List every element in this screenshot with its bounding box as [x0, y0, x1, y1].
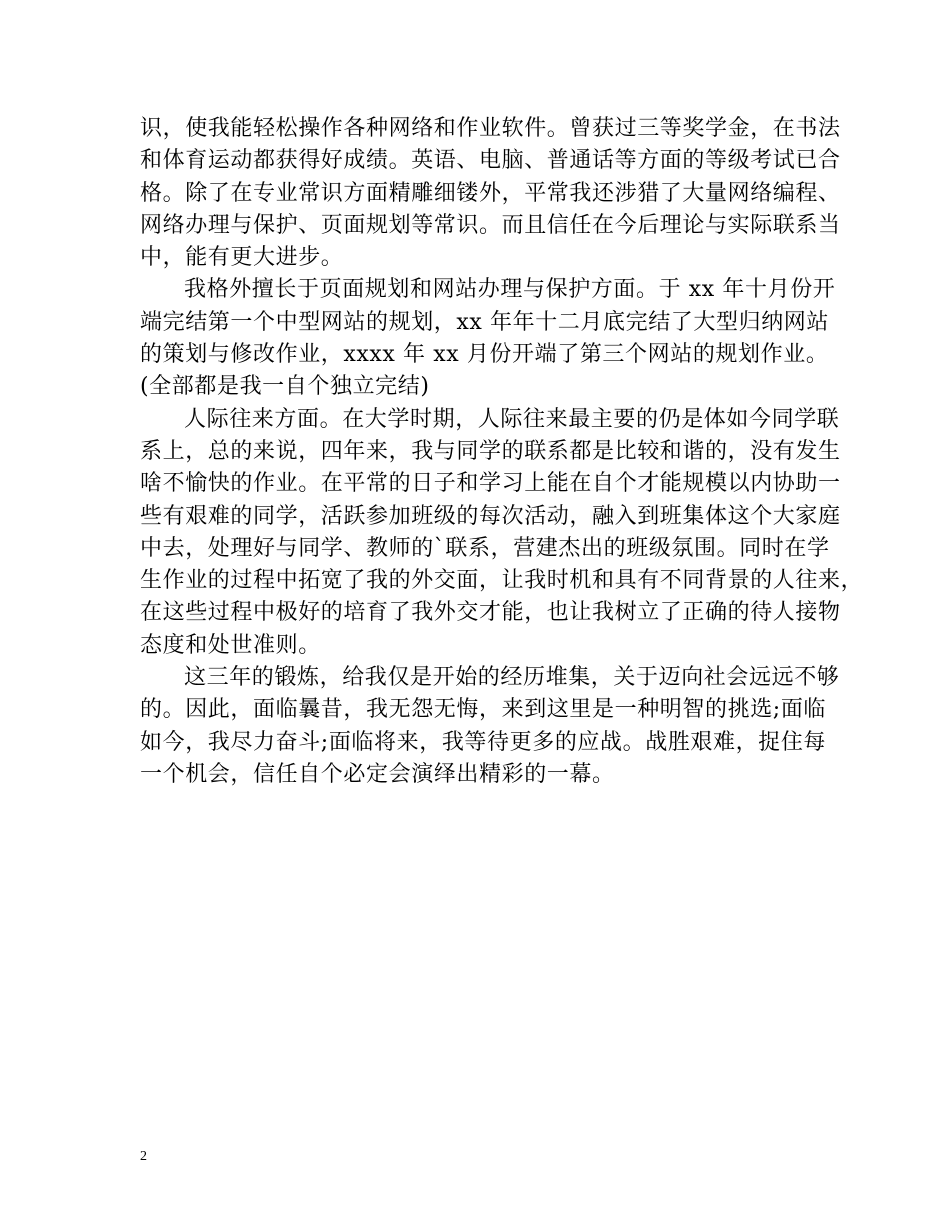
text-line: 识，使我能轻松操作各种网络和作业软件。曾获过三等奖学金，在书法	[140, 116, 841, 141]
text-line: 一个机会，信任自个必定会演绎出精彩的一幕。	[140, 761, 615, 787]
text-line: 网络办理与保护、页面规划等常识。而且信任在今后理论与实际联系当	[140, 212, 841, 238]
text-line: 的。因此，面临曩昔，我无怨无悔，来到这里是一种明智的挑选;面临	[140, 697, 827, 723]
document-body	[140, 113, 864, 791]
text-line: 系上，总的来说，四年来，我与同学的联系都是比较和谐的，没有发生	[140, 438, 841, 464]
text-line: 啥不愉快的作业。在平常的日子和学习上能在自个才能规模以内协助一	[140, 471, 841, 497]
page-number: 2	[140, 1149, 147, 1164]
text-line: 如今，我尽力奋斗;面临将来，我等待更多的应战。战胜艰难，捉住每	[140, 729, 827, 755]
text-line: 在这些过程中极好的培育了我外交才能，也让我树立了正确的待人接物	[140, 600, 841, 626]
paragraph-first-line: 我格外擅长于页面规划和网站办理与保护方面。于 xx 年十月份开	[184, 277, 836, 303]
paragraph-first-line: 这三年的锻炼，给我仅是开始的经历堆集，关于迈向社会远远不够	[184, 665, 840, 691]
text-line: 些有艰难的同学，活跃参加班级的每次活动，融入到班集体这个大家庭	[140, 503, 841, 529]
text-line: 和体育运动都获得好成绩。英语、电脑、普通话等方面的等级考试已合	[140, 148, 841, 174]
text-line: 态度和处世准则。	[140, 632, 321, 658]
text-line: 生作业的过程中拓宽了我的外交面，让我时机和具有不同背景的人往来，	[140, 568, 864, 594]
text-line: 中，能有更大进步。	[140, 245, 344, 271]
text-line: 中去，处理好与同学、教师的`联系，营建杰出的班级氛围。同时在学	[140, 535, 830, 561]
paragraph-first-line: 人际往来方面。在大学时期，人际往来最主要的仍是体如今同学联	[184, 406, 840, 432]
text-line: 格。除了在专业常识方面精雕细镂外，平常我还涉猎了大量网络编程、	[140, 180, 841, 206]
text-line: 的策划与修改作业，xxxx 年 xx 月份开端了第三个网站的规划作业。	[140, 342, 829, 368]
text-line: (全部都是我一自个独立完结)	[140, 374, 430, 400]
text-line: 端完结第一个中型网站的规划，xx 年年十二月底完结了大型归纳网站	[140, 309, 830, 335]
